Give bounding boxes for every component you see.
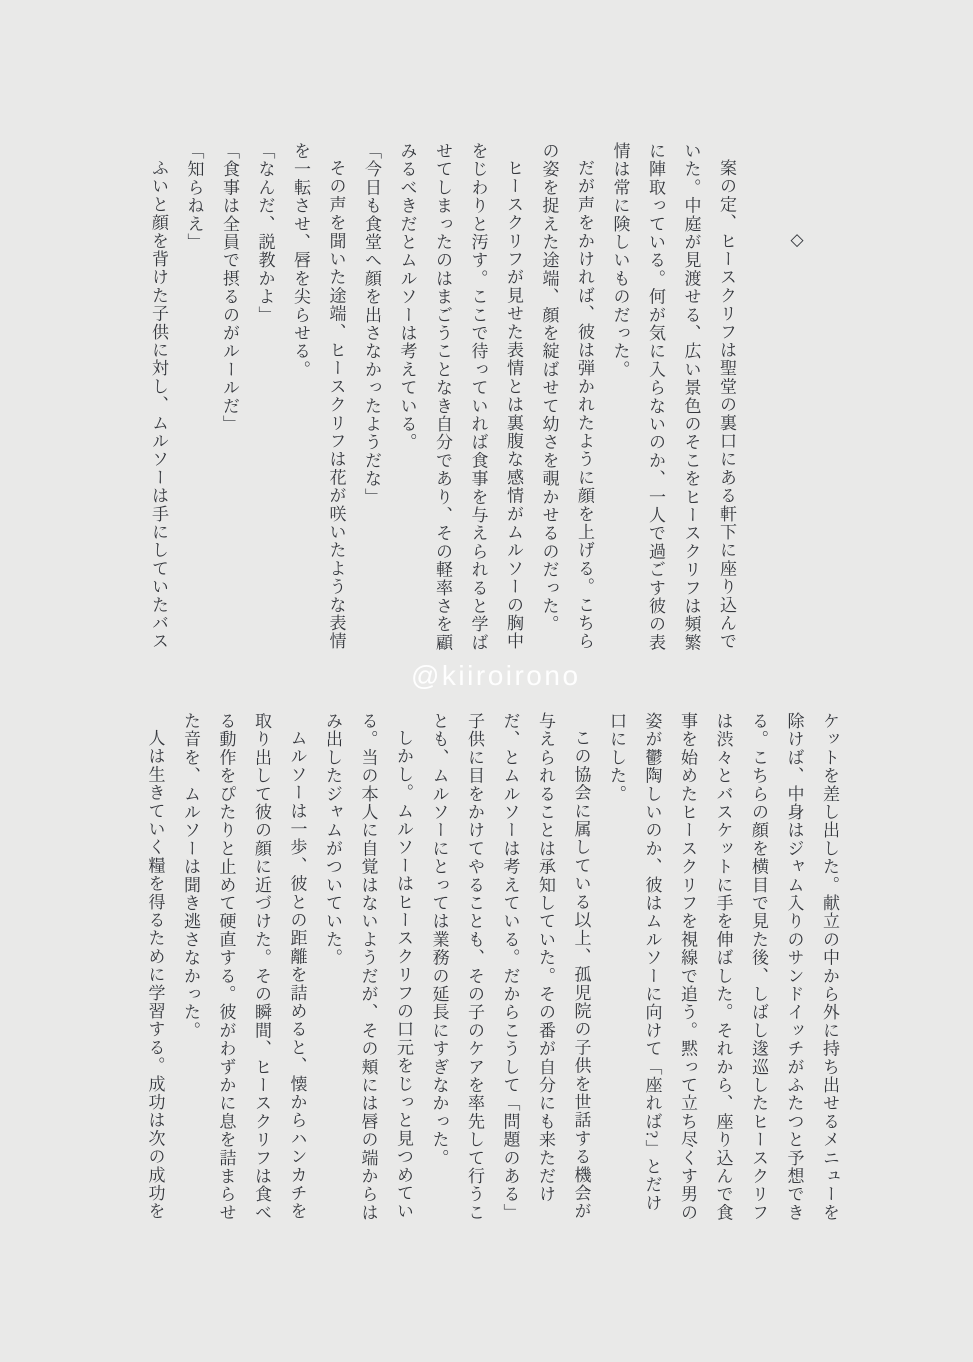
narration-paragraph: この協会に属している以上、孤児院の子供を世話する機会が与えられることは承知していた。その番が自分にも来ただけだ、とムルソーは考えている。だからこうして「問題のある」子供に目をかけてやることも、その子のケアを率先して行うことも、ムルソーにとっては業務の延長にすぎなかった。 — [429, 712, 591, 1222]
dialogue-line: 「なんだ、説教かよ」 — [255, 142, 275, 324]
narration-paragraph: 人は生きていく糧を得るために学習する。成功は次の成功を — [145, 729, 165, 1221]
watermark: @kiiroirono — [411, 660, 581, 691]
narration-paragraph: ふいと顔を背けた子供に対し、ムルソーは手にしていたバス — [149, 159, 168, 651]
dialogue-line: 「知らねえ」 — [184, 142, 204, 252]
narration-paragraph: ヒースクリフが見せた表情とは裏腹な感情がムルソーの胸中をじわりと汚す。ここで待っていれば食事を与えられると学ばせてしまったのはまごうことなき自分であり、その軽率さを顧みるべきだとムルソーは考えている。 — [397, 142, 523, 652]
narration-paragraph: しかし。ムルソーはヒースクリフの口元をじっと見つめている。当の本人に自覚はないようだが、その頬には唇の端からはみ出したジャムがついていた。 — [323, 712, 413, 1222]
dialogue-line: 「食事は全員で摂るのがルールだ」 — [220, 142, 239, 434]
narration-paragraph: 案の定、ヒースクリフは聖堂の裏口にある軒下に座り込んでいた。中庭が見渡せる、広い景色のそこをヒースクリフは頻繁に陣取っている。何が気に入らないのか、一人で過ごす彼の表情は常に険しいものだった。 — [610, 142, 736, 652]
novel-page-bottom — [137, 712, 847, 1228]
scene-break-mark: ◇ — [788, 230, 807, 252]
novel-page-top — [141, 142, 816, 658]
narration-paragraph: ケットを差し出した。献立の中から外に持ち出せるメニューを除けば、中身はジャム入りのサンドイッチがふたつと予想できる。こちらの顔を横目で見た後、しばし逡巡したヒースクリフは渋々とバスケットに手を伸ばした。それから、座り込んで食事を始めたヒースクリフを視線で追う。黙って立ち尽くす男の姿が鬱陶しいのか、彼はムルソーに向けて「座れば?」とだけ口にした。 — [607, 712, 839, 1222]
narration-paragraph: だが声をかければ、彼は弾かれたように顔を上げる。こちらの姿を捉えた途端、顔を綻ばせて幼さを覗かせるのだった。 — [539, 142, 594, 651]
narration-paragraph: ムルソーは一歩、彼との距離を詰めると、懐からハンカチを取り出して彼の顔に近づけた。その瞬間、ヒースクリフは食べる動作をぴたりと止めて硬直する。彼がわずかに息を詰まらせた音を、ムルソーは聞き逃さなかった。 — [181, 712, 307, 1222]
dialogue-line: 「今日も食堂へ顔を出さなかったようだな」 — [362, 142, 381, 506]
narration-paragraph: その声を聞いた途端、ヒースクリフは花が咲いたような表情を一転させ、唇を尖らせる。 — [291, 142, 346, 651]
